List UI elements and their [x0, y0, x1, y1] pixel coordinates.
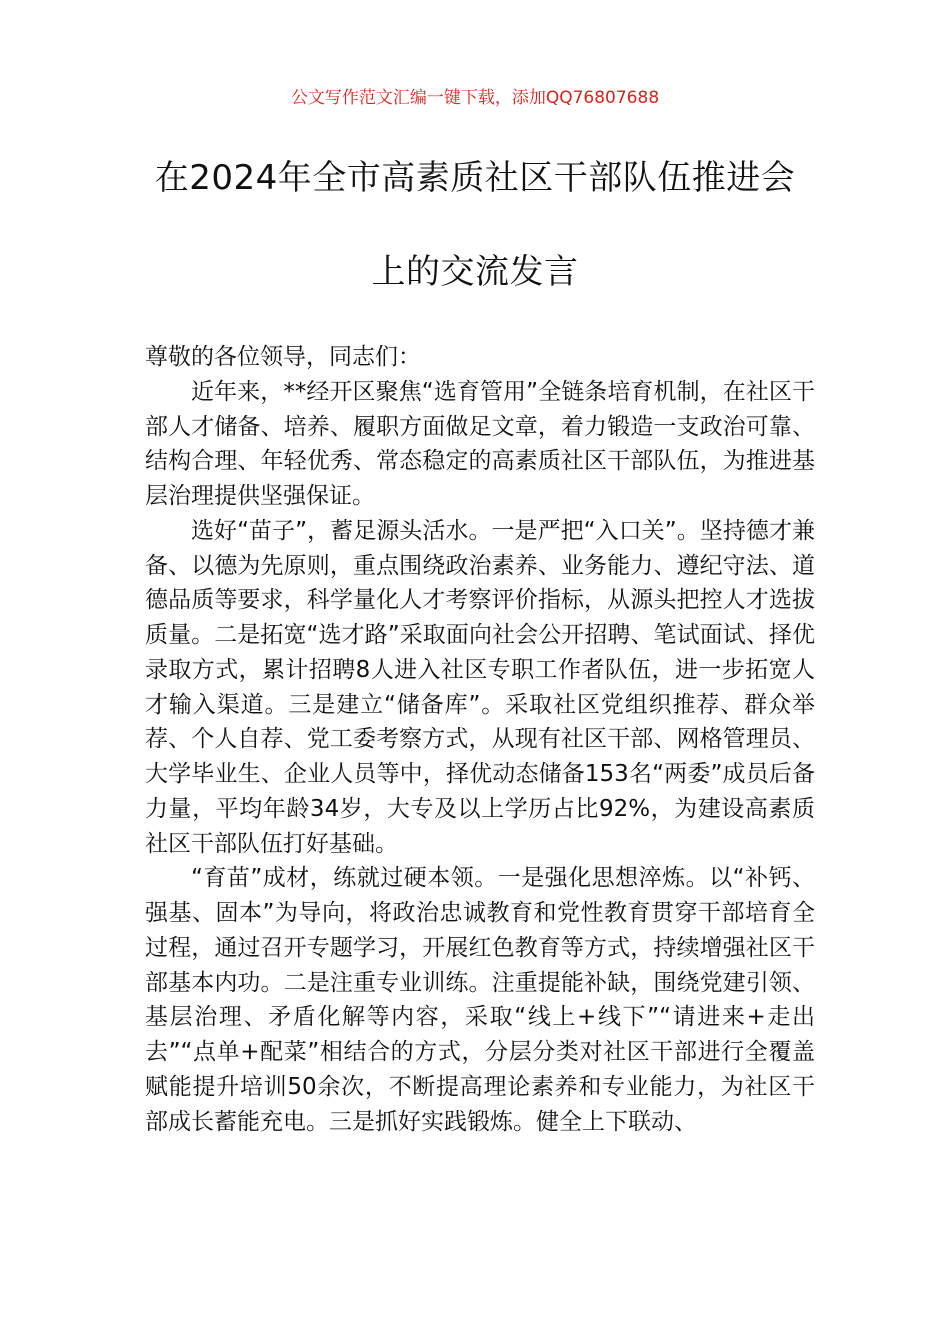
paragraph: “育苗”成材，练就过硬本领。一是强化思想淬炼。以“补钙、强基、固本”为导向，将政治忠诚教育和党性教育贯穿干部培育全过程，通过召开专题学习，开展红色教育等方式，持续增强社区干部基本内功。二是注重专业训练。注重提能补缺，围绕党建引领、基层治理、矛盾化解等内容，采取“线上+线下”“请进来+走出去”“点单+配菜”相结合的方式，分层分类对社区干部进行全覆盖赋能提升培训50余次，不断提高理论素养和专业能力，为社区干部成长蓄能充电。三是抓好实践锻炼。健全上下联动、	[145, 865, 815, 1135]
document-title-line-2: 上的交流发言	[371, 252, 579, 292]
document-body	[145, 340, 815, 1139]
paragraph: 选好“苗子”，蓄足源头活水。一是严把“入口关”。坚持德才兼备、以德为先原则，重点围绕政治素养、业务能力、遵纪守法、道德品质等要求，科学量化人才考察评价指标，从源头把控人才选拔质量。二是拓宽“选才路”采取面向社会公开招聘、笔试面试、择优录取方式，累计招聘8人进入社区专职工作者队伍，进一步拓宽人才输入渠道。三是建立“储备库”。采取社区党组织推荐、群众举荐、个人自荐、党工委考察方式，从现有社区干部、网格管理员、大学毕业生、企业人员等中，择优动态储备153名“两委”成员后备力量，平均年龄34岁，大专及以上学历占比92%，为建设高素质社区干部队伍打好基础。	[145, 517, 815, 857]
document-title-line-1: 在2024年全市高素质社区干部队伍推进会	[154, 158, 796, 198]
download-banner: 公文写作范文汇编一键下载，添加QQ76807688	[290, 88, 660, 108]
salutation: 尊敬的各位领导，同志们：	[145, 344, 421, 370]
paragraph: 近年来，**经开区聚焦“选育管用”全链条培育机制，在社区干部人才储备、培养、履职方面做足文章，着力锻造一支政治可靠、结构合理、年轻优秀、常态稳定的高素质社区干部队伍，为推进基层治理提供坚强保证。	[145, 378, 815, 509]
